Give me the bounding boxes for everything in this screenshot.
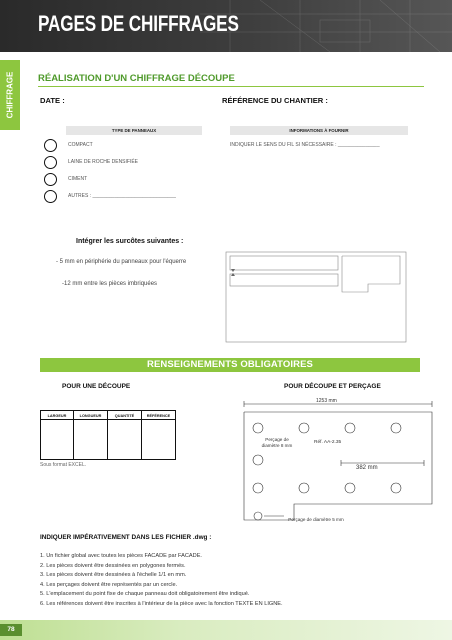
- page-number: 78: [0, 624, 22, 636]
- reference-code: Réf. AA-2.35: [314, 440, 342, 445]
- section-title: RÉALISATION D'UN CHIFFRAGE DÉCOUPE: [38, 73, 424, 87]
- reference-label: RÉFÉRENCE DU CHANTIER :: [222, 96, 328, 105]
- option-laine-label: LAINE DE ROCHE DENSIFIÉE: [68, 159, 139, 165]
- decoupe-title: POUR UNE DÉCOUPE: [62, 383, 131, 390]
- percage-title: POUR DÉCOUPE ET PERÇAGE: [284, 383, 381, 390]
- option-laine-radio[interactable]: [44, 156, 57, 169]
- page-title: PAGES DE CHIFFRAGES: [38, 11, 239, 36]
- column-header: LARGEUR: [40, 410, 74, 420]
- nesting-diagram: [218, 244, 408, 344]
- renseignements-banner: RENSEIGNEMENTS OBLIGATOIRES: [40, 358, 420, 372]
- list-item: 6. Les références doivent être inscrites à l'intérieur de la pièce avec la fonction TEXTE EN LIGNE.: [40, 600, 283, 607]
- column-header: RÉFÉRENCE: [142, 410, 176, 420]
- option-autres-label: AUTRES : ______________________________: [68, 193, 176, 199]
- hole-diameter-label: Perçage de diamètre 8 mm: [261, 437, 293, 448]
- date-label: DATE :: [40, 96, 65, 105]
- table-cell: [40, 420, 74, 460]
- excel-note: Sous format EXCEL.: [40, 462, 87, 468]
- width-dimension: 1253 mm: [316, 398, 337, 404]
- list-item: 2. Les pièces doivent être dessinées en polygones fermés.: [40, 562, 186, 569]
- option-autres-radio[interactable]: [44, 190, 57, 203]
- dimension-382: 382 mm: [356, 465, 378, 471]
- type-panneaux-header: TYPE DE PANNEAUX: [66, 126, 202, 135]
- table-cell: [142, 420, 176, 460]
- informations-header: INFORMATIONS À FOURNIR: [230, 126, 408, 135]
- hole-diameter-label-bottom: Perçage de diamètre 5 mm: [288, 517, 344, 522]
- table-cell: [108, 420, 142, 460]
- column-header: QUANTITÉ: [108, 410, 142, 420]
- instructions-list: [40, 552, 440, 609]
- list-item: 4. Les perçages doivent être représentés par un cercle.: [40, 581, 178, 588]
- info-sens-fil: INDIQUER LE SENS DU FIL SI NÉCESSAIRE : _______________: [230, 142, 380, 148]
- option-ciment-radio[interactable]: [44, 173, 57, 186]
- list-item: 3. Les pièces doivent être dessinées à l'échelle 1/1 en mm.: [40, 572, 187, 578]
- side-tab-label: CHIFFRAGE: [5, 71, 15, 119]
- option-compact-radio[interactable]: [44, 139, 57, 152]
- table-cell: [74, 420, 108, 460]
- list-item: 1. Un fichier global avec toutes les pièces FACADE par FACADE.: [40, 553, 202, 559]
- side-tab: [0, 60, 20, 130]
- instructions-title: INDIQUER IMPÉRATIVEMENT DANS LES FICHIER .dwg :: [40, 534, 212, 541]
- list-item: 5. L'emplacement du point fixe de chaque panneau doit obligatoirement être indiqué.: [40, 591, 250, 597]
- option-compact-label: COMPACT: [68, 142, 93, 148]
- page-header: [0, 0, 452, 52]
- column-header: LONGUEUR: [74, 410, 108, 420]
- surcotes-title: Intégrer les surcôtes suivantes :: [76, 238, 184, 245]
- option-ciment-label: CIMENT: [68, 176, 88, 182]
- decoupe-table: [40, 410, 176, 460]
- surcote-line-1: - 5 mm en périphérie du panneaux pour l'équerre: [56, 259, 187, 265]
- page-footer: [0, 620, 452, 640]
- surcote-line-2: -12 mm entre les pièces imbriquées: [62, 281, 158, 287]
